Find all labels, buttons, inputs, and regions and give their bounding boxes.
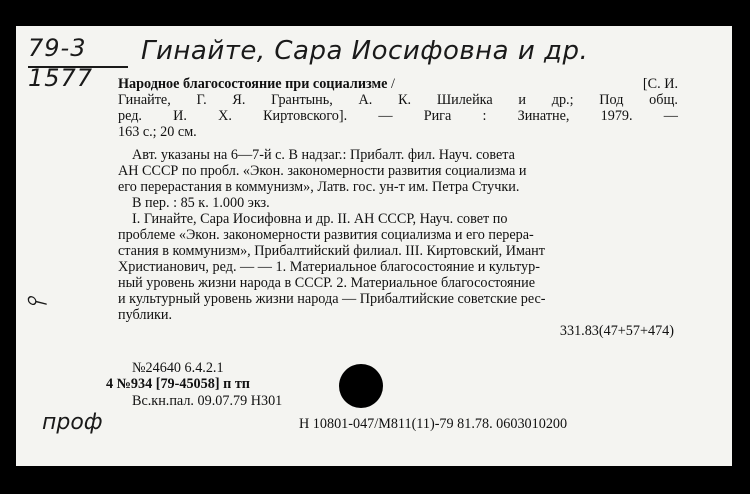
title-line <box>118 76 678 92</box>
side-mark: ⫰ <box>21 293 52 306</box>
word: К. <box>398 92 412 108</box>
word: — <box>663 108 678 124</box>
tracing-line-6: и культурный уровень жизни народа — Прибалтийские советские рес- <box>118 291 546 307</box>
note-line-2: АН СССР по пробл. «Экон. закономерности развития социализма и <box>118 163 527 179</box>
word: ред. <box>118 108 142 124</box>
word: 1979. <box>600 108 633 124</box>
word: А. <box>358 92 373 108</box>
word: общ. <box>649 92 678 108</box>
responsibility-start: [С. И. <box>642 76 678 92</box>
word: Гинайте, <box>118 92 171 108</box>
tracing-line-3: стания в коммунизм», Прибалтийский филиал. III. Киртовский, Имант <box>118 243 545 259</box>
word: др.; <box>551 92 574 108</box>
classification-number-bottom: 1577 <box>28 64 94 92</box>
note-line-3: его перерастания в коммунизм», Латв. гос. ун-т им. Петра Стучки. <box>118 179 520 195</box>
book-chamber-line: Вс.кн.пал. 09.07.79 Н301 <box>132 393 283 409</box>
tracing-line-7: публики. <box>118 307 173 323</box>
handwritten-bottom-note: проф <box>42 410 103 435</box>
entry-body <box>118 76 678 339</box>
word: Г. <box>196 92 207 108</box>
tracing-line-2: проблеме «Экон. закономерности развития социализма и его перера- <box>118 227 534 243</box>
tracing-line-5: ный уровень жизни народа в СССР. 2. Материальное благосостояние <box>118 275 536 291</box>
card-number: 4 №934 [79-45058] п тп <box>106 376 250 392</box>
word: Грантынь, <box>271 92 333 108</box>
word: Х. <box>218 108 232 124</box>
word: Шилейка <box>436 92 493 108</box>
price-code: Н 10801-047/М811(11)-79 81.78. 0603010200 <box>299 416 568 432</box>
entry-title: Народное благосостояние при социализме <box>118 76 388 92</box>
udc-index: 331.83(47+57+474) <box>559 323 674 339</box>
responsibility-line-3 <box>118 108 678 124</box>
word: Я. <box>232 92 246 108</box>
word: Под <box>599 92 624 108</box>
word: И. <box>173 108 187 124</box>
tracing-line-1: I. Гинайте, Сара Иосифовна и др. II. АН СССР, Науч. совет по <box>132 211 508 227</box>
handwritten-author-text: Гинайте, Сара Иосифовна и др. <box>141 36 589 66</box>
title-separator: / <box>391 76 395 92</box>
punch-hole <box>339 364 383 408</box>
registration-number: №24640 6.4.2.1 <box>132 360 224 376</box>
word: : <box>482 108 487 124</box>
note-line-1: Авт. указаны на 6—7-й с. В надзаг.: Прибалт. фил. Науч. совета <box>132 147 515 163</box>
handwritten-author <box>141 36 588 66</box>
extent-line: 163 с.; 20 см. <box>118 124 197 140</box>
price-line: В пер. : 85 к. 1.000 экз. <box>132 195 270 211</box>
tracing-line-4: Христианович, ред. — — 1. Материальное благосостояние и культур- <box>118 259 540 275</box>
word: и <box>518 92 526 108</box>
classification-number-top: 79-3 <box>28 34 87 62</box>
word: Киртовского]. <box>263 108 348 124</box>
responsibility-line-2 <box>118 92 678 108</box>
word: Рига <box>423 108 452 124</box>
catalog-card <box>16 26 732 466</box>
word: — <box>378 108 393 124</box>
word: Зинатне, <box>517 108 570 124</box>
